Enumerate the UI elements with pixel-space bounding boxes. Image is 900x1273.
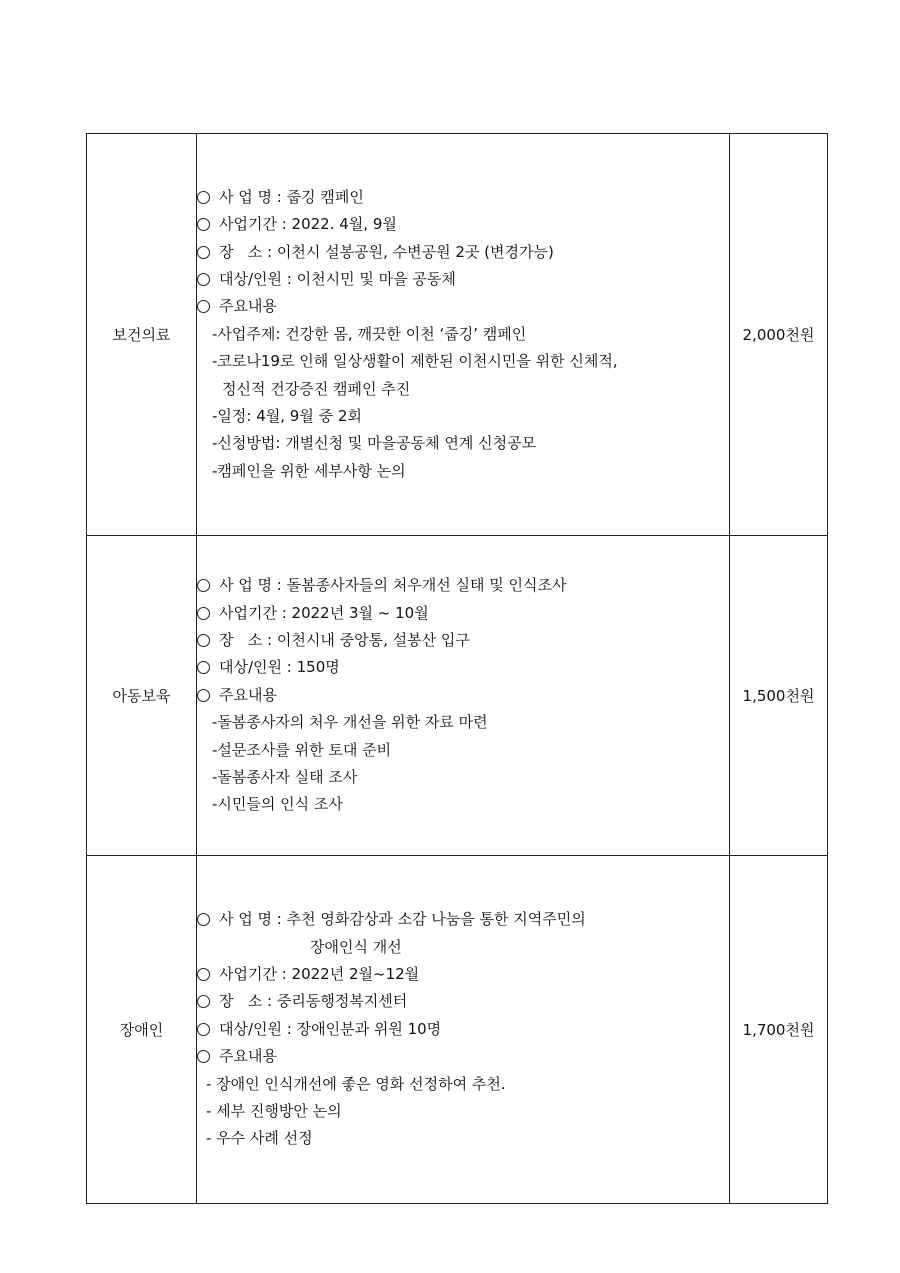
circle-bullet-icon (197, 1050, 210, 1063)
list-item: 대상/인원 : 장애인분과 위원 10명 (197, 1016, 729, 1043)
content-cell (197, 134, 730, 536)
detail-line: -신청방법: 개별신청 및 마을공동체 연계 신청공모 (212, 434, 537, 453)
content-cell (197, 856, 730, 1204)
circle-bullet-icon (197, 246, 210, 259)
amount-cell: 1,500천원 (730, 536, 828, 856)
circle-bullet-icon (197, 273, 210, 286)
circle-bullet-icon (197, 218, 210, 231)
table-row (87, 134, 828, 536)
list-item: 주요내용 (197, 1043, 729, 1070)
detail-line: -설문조사를 위한 토대 준비 (212, 740, 392, 759)
list-item: 사업기간 : 2022년 2월~12월 (197, 961, 729, 988)
detail-line: -돌봄종사자의 처우 개선을 위한 자료 마련 (212, 713, 488, 732)
table-row (87, 856, 828, 1204)
list-item: 사업기간 : 2022년 3월 ~ 10월 (197, 600, 729, 627)
program-table (86, 133, 828, 1204)
detail-line: -돌봄종사자 실태 조사 (212, 767, 358, 786)
circle-bullet-icon (197, 913, 210, 926)
category-cell: 보건의료 (87, 134, 197, 536)
list-item: 주요내용 (197, 293, 729, 320)
detail-line: -캠페인을 위한 세부사항 논의 (212, 461, 406, 480)
detail-line: 장애인식 개선 (310, 937, 402, 956)
list-item: 장 소 : 이천시 설봉공원, 수변공원 2곳 (변경가능) (197, 239, 729, 266)
detail-line: - 세부 진행방안 논의 (206, 1101, 342, 1120)
circle-bullet-icon (197, 995, 210, 1008)
detail-line: -시민들의 인식 조사 (212, 795, 343, 814)
detail-line: -일정: 4월, 9월 중 2회 (212, 406, 362, 425)
circle-bullet-icon (197, 968, 210, 981)
list-item: 사 업 명 : 추천 영화감상과 소감 나눔을 통한 지역주민의 (197, 906, 729, 933)
circle-bullet-icon (197, 661, 210, 674)
circle-bullet-icon (197, 191, 210, 204)
circle-bullet-icon (197, 579, 210, 592)
circle-bullet-icon (197, 1023, 210, 1036)
circle-bullet-icon (197, 689, 210, 702)
category-cell: 장애인 (87, 856, 197, 1204)
list-item: 장 소 : 중리동행정복지센터 (197, 988, 729, 1015)
detail-line: - 우수 사례 선정 (206, 1129, 313, 1148)
circle-bullet-icon (197, 607, 210, 620)
amount-cell: 2,000천원 (730, 134, 828, 536)
circle-bullet-icon (197, 300, 210, 313)
list-item: 사 업 명 : 줍깅 캠페인 (197, 184, 729, 211)
list-item: 대상/인원 : 이천시민 및 마을 공동체 (197, 266, 729, 293)
list-item: 대상/인원 : 150명 (197, 654, 729, 681)
detail-line: 정신적 건강증진 캠페인 추진 (222, 379, 411, 398)
detail-line: -사업주제: 건강한 몸, 깨끗한 이천 ‘줍깅’ 캠페인 (212, 324, 527, 343)
detail-line: - 장애인 인식개선에 좋은 영화 선정하여 추천. (206, 1074, 506, 1093)
list-item: 주요내용 (197, 682, 729, 709)
table-row (87, 536, 828, 856)
content-cell (197, 536, 730, 856)
circle-bullet-icon (197, 634, 210, 647)
amount-cell: 1,700천원 (730, 856, 828, 1204)
detail-line: -코로나19로 인해 일상생활이 제한된 이천시민을 위한 신체적, (212, 352, 618, 371)
list-item: 사업기간 : 2022. 4월, 9월 (197, 211, 729, 238)
category-cell: 아동보육 (87, 536, 197, 856)
list-item: 사 업 명 : 돌봄종사자들의 처우개선 실태 및 인식조사 (197, 572, 729, 599)
list-item: 장 소 : 이천시내 중앙통, 설봉산 입구 (197, 627, 729, 654)
